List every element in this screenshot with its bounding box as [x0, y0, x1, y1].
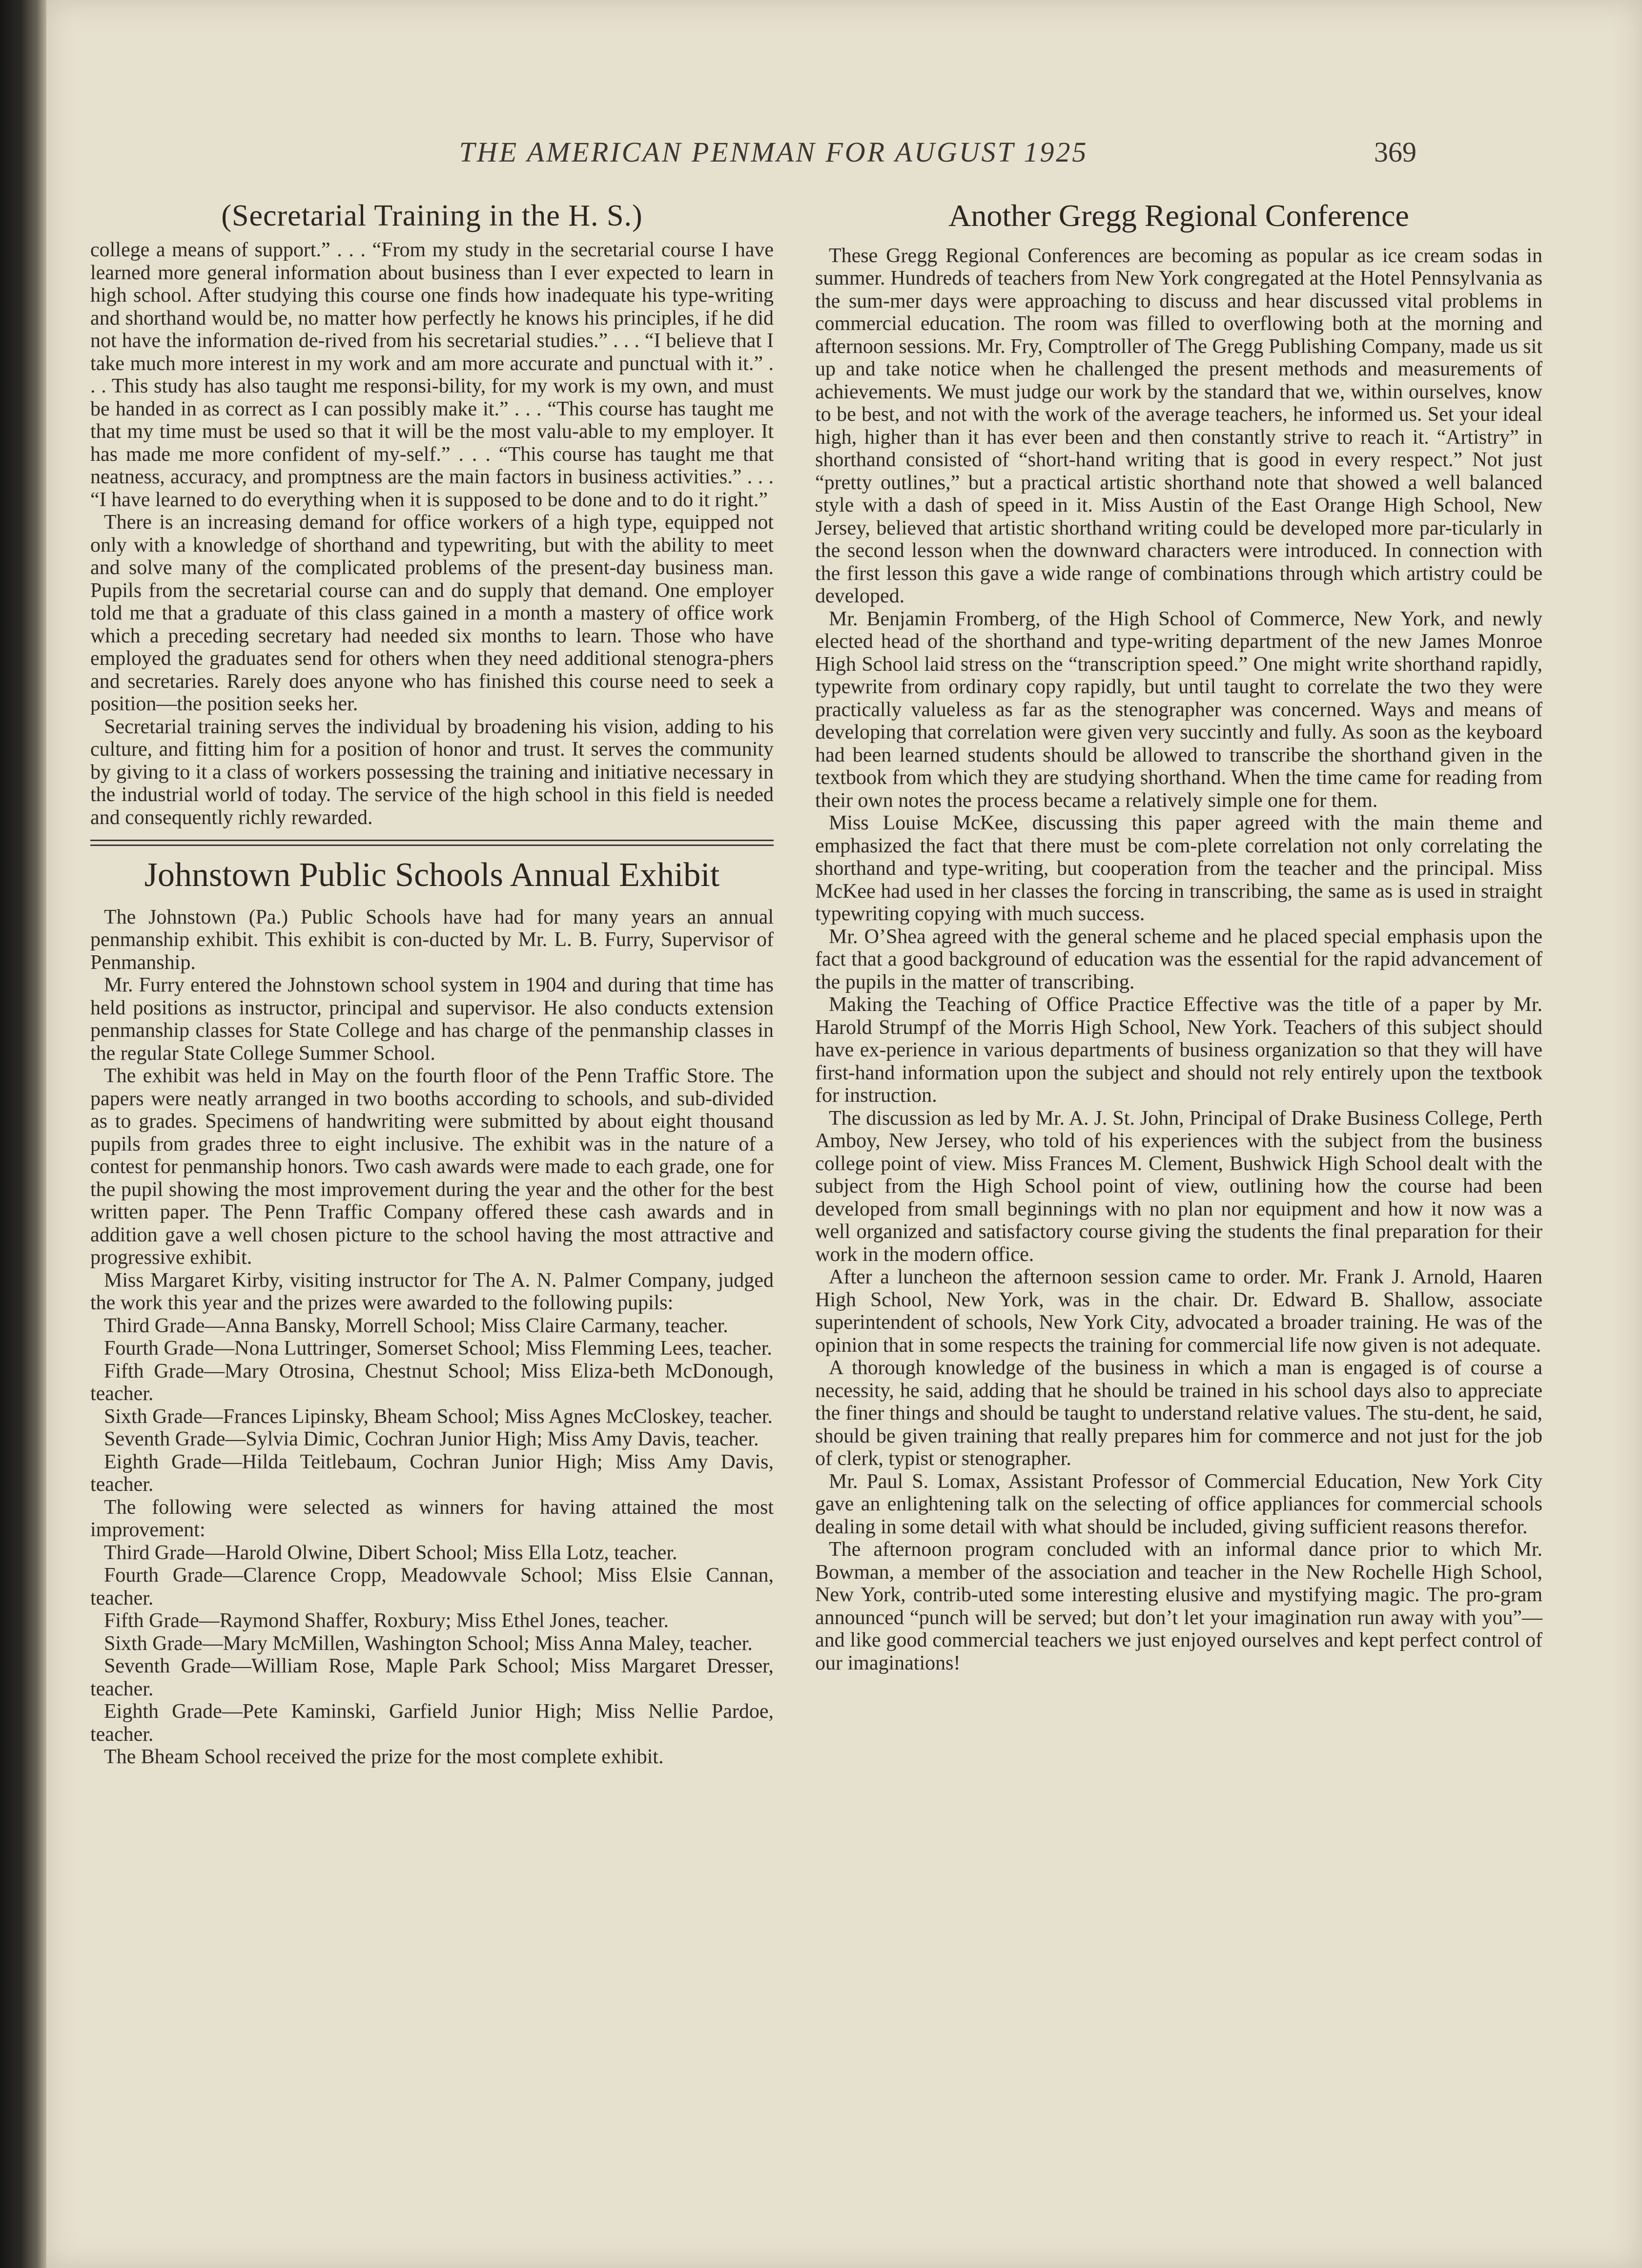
continued-section-title: (Secretarial Training in the H. S.) — [221, 199, 643, 232]
winner-entry: Eighth Grade—Hilda Teitlebaum, Cochran Junior High; Miss Amy Davis, teacher. — [90, 1450, 774, 1496]
double-rule-divider — [90, 840, 774, 846]
paragraph: college a means of support.” . . . “From my study in the secretarial course I have learned more general information about business than I ever expected to learn in high school. After studying this course one finds how inadequate his type-writing and shorthand would be, no matter how perfectly he knows his principles, if he did not have the information de-rived from his secretarial studies.” . . . “I believe that I take much more interest in my work and am more accurate and punctual with it.” . . . This study has also taught me responsi-bility, for my work is my own, and must be handed in as correct as I can possibly make it.” . . . “This course has taught me that my time must be used so that it will be the most valu-able to my employer. It has made me more confident of my-self.” . . . “This course has taught me that neatness, accuracy, and promptness are the main factors in business activities.” . . . “I have learned to do everything when it is supposed to be done and to do it right.” — [90, 239, 774, 511]
paragraph: The Bheam School received the prize for the most complete exhibit. — [104, 1746, 664, 1769]
winner-entry: Third Grade—Harold Olwine, Dibert School; Miss Ella Lotz, teacher. — [104, 1541, 677, 1564]
left-column — [90, 198, 774, 1769]
winner-entry: Fourth Grade—Clarence Cropp, Meadowvale School; Miss Elsie Cannan, teacher. — [90, 1564, 774, 1609]
winner-entry: Sixth Grade—Mary McMillen, Washington School; Miss Anna Maley, teacher. — [104, 1632, 753, 1655]
paragraph: Mr. Benjamin Fromberg, of the High School of Commerce, New York, and newly elected head of the shorthand and type-writing department of the new James Monroe High School laid stress on the “transcription speed.” One might write shorthand rapidly, typewrite from ordinary copy rapidly, but until taught to correlate the two they were practically valueless as far as the stenographer was concerned. Ways and means of developing that correlation were given very succintly and fully. As soon as the keyboard had been learned students should be allowed to transcribe the shorthand given in the textbook from which they are studying shorthand. When the time came for reading from their own notes the process became a relatively simple one for them. — [815, 607, 1542, 812]
paragraph: The Johnstown (Pa.) Public Schools have had for many years an annual penmanship exhibit. This exhibit is con-ducted by Mr. L. B. Furry, Supervisor of Penmanship. — [90, 906, 774, 974]
paragraph: These Gregg Regional Conferences are becoming as popular as ice cream sodas in summer. Hundreds of teachers from New York congregated at the Hotel Pennsylvania as the sum-mer days were approaching to discuss and hear discussed vital problems in commercial education. The room was filled to overflowing both at the morning and afternoon sessions. Mr. Fry, Comptroller of The Gregg Publishing Company, made us sit up and take notice when he challenged the present methods and measurements of achievements. We must judge our work by the standard that we, within ourselves, know to be best, and not with the work of the average teachers, he informed us. Set your ideal high, higher than it has ever been and then constantly strive to reach it. “Artistry” in shorthand consisted of “short-hand writing that is good in every respect.” Not just “pretty outlines,” but a practical artistic shorthand note that showed a well balanced style with a dash of speed in it. Miss Austin of the East Orange High School, New Jersey, believed that artistic shorthand writing could be developed more par-ticularly in the second lesson when the downward characters were introduced. In connection with the first lesson this gave a wide range of combinations through which artistry could be developed. — [815, 244, 1542, 608]
paragraph: Miss Margaret Kirby, visiting instructor for The A. N. Palmer Company, judged the work this year and the prizes were awarded to the following pupils: — [90, 1269, 774, 1315]
winner-entry: Sixth Grade—Frances Lipinsky, Bheam School; Miss Agnes McCloskey, teacher. — [104, 1405, 773, 1428]
article-title: Another Gregg Regional Conference — [948, 198, 1409, 233]
paragraph: After a luncheon the afternoon session came to order. Mr. Frank J. Arnold, Haaren High School, New York, was in the chair. Dr. Edward B. Shallow, associate superintendent of schools, New York City, advocated a broader training. He was of the opinion that in some respects the training for commercial life now given is not adequate. — [815, 1266, 1542, 1357]
winner-entry: Fifth Grade—Raymond Shaffer, Roxbury; Miss Ethel Jones, teacher. — [104, 1609, 669, 1632]
paragraph: Mr. Paul S. Lomax, Assistant Professor of Commercial Education, New York City gave an enlightening talk on the selecting of office appliances for commercial schools dealing in some detail with what should be included, giving sufficient reasons therefor. — [815, 1470, 1542, 1538]
paragraph: A thorough knowledge of the business in which a man is engaged is of course a necessity, he said, adding that he should be trained in his school days also to appreciate the finer things and should be taught to understand relative values. The stu-dent, he said, should be given training that really prepares him for commerce and not just for the job of clerk, typist or stenographer. — [815, 1357, 1542, 1470]
paragraph: There is an increasing demand for office workers of a high type, equipped not only with a knowledge of shorthand and typewriting, but with the ability to meet and solve many of the complicated problems of the present-day business man. Pupils from the secretarial course can and do supply that demand. One employer told me that a graduate of this class gained in a month a mastery of office work which a preceding secretary had needed six months to learn. Those who have employed the graduates send for others when they need additional stenogra-phers and secretaries. Rarely does anyone who has finished this course need to seek a position—the position seeks her. — [90, 511, 774, 716]
page-header — [46, 136, 1642, 175]
winner-entry: Seventh Grade—Sylvia Dimic, Cochran Junior High; Miss Amy Davis, teacher. — [104, 1428, 759, 1451]
paragraph: The discussion as led by Mr. A. J. St. John, Principal of Drake Business College, Perth Amboy, New Jersey, who told of his experiences with the subject from the business college point of view. Miss Frances M. Clement, Bushwick High School dealt with the subject from the High School point of view, outlining how the course had been developed from small beginnings with no plan nor equipment and how it now was a well organized and satisfactory course giving the students the final preparation for their work in the modern office. — [815, 1107, 1542, 1266]
book-gutter-shadow — [0, 0, 46, 2268]
running-title: THE AMERICAN PENMAN FOR AUGUST 1925 — [459, 136, 1088, 168]
paragraph: Making the Teaching of Office Practice Effective was the title of a paper by Mr. Harold Strumpf of the Morris High School, New York. Teachers of this subject should have ex-perience in various departments of business organization so that they will have first-hand information upon the subject and should not rely entirely upon the textbook for instruction. — [815, 993, 1542, 1107]
winner-entry: Third Grade—Anna Bansky, Morrell School; Miss Claire Carmany, teacher. — [104, 1314, 728, 1337]
paragraph: Mr. Furry entered the Johnstown school system in 1904 and during that time has held positions as instructor, principal and supervisor. He also conducts extension penmanship classes for State College and has charge of the penmanship classes in the regular State College Summer School. — [90, 974, 774, 1065]
right-column — [815, 198, 1542, 1674]
magazine-page — [46, 0, 1642, 2268]
winner-entry: Eighth Grade—Pete Kaminski, Garfield Junior High; Miss Nellie Pardoe, teacher. — [90, 1700, 774, 1746]
page-number: 369 — [1374, 136, 1416, 168]
winner-entry: Seventh Grade—William Rose, Maple Park School; Miss Margaret Dresser, teacher. — [90, 1655, 774, 1700]
paragraph: The afternoon program concluded with an informal dance prior to which Mr. Bowman, a member of the association and teacher in the New Rochelle High School, New York, contrib-uted some interesting elusive and mystifying magic. The pro-gram announced “punch will be served; but don’t let your imagination run away with you”—and like good commercial teachers we just enjoyed ourselves and kept perfect control of our imaginations! — [815, 1538, 1542, 1674]
paragraph: Mr. O’Shea agreed with the general scheme and he placed special emphasis upon the fact that a good background of education was the essential for the rapid advancement of the pupils in the matter of transcribing. — [815, 925, 1542, 993]
paragraph: The exhibit was held in May on the fourth floor of the Penn Traffic Store. The papers were neatly arranged in two booths according to schools, and sub-divided as to grades. Specimens of handwriting were submitted by about eight thousand pupils from grades three to eight inclusive. The exhibit was in the nature of a contest for penmanship honors. Two cash awards were made to each grade, one for the pupil showing the most improvement during the year and the other for the best written paper. The Penn Traffic Company offered these cash awards and in addition gave a well chosen picture to the school having the most attractive and progressive exhibit. — [90, 1065, 774, 1269]
winner-entry: Fifth Grade—Mary Otrosina, Chestnut School; Miss Eliza-beth McDonough, teacher. — [90, 1360, 774, 1405]
paragraph: Miss Louise McKee, discussing this paper agreed with the main theme and emphasized the fact that there must be com-plete correlation not only correlating the shorthand and type-writing, but cooperation from the teacher and the principal. Miss McKee had used in her classes the forcing in transcribing, the same as is used in straight typewriting copying with much success. — [815, 812, 1542, 926]
article-title: Johnstown Public Schools Annual Exhibit — [144, 856, 720, 894]
paragraph: Secretarial training serves the individual by broadening his vision, adding to his culture, and fitting him for a position of honor and trust. It serves the community by giving to it a class of workers possessing the training and initiative necessary in the industrial world of today. The service of the high school in this field is needed and consequently richly rewarded. — [90, 715, 774, 829]
winner-entry: Fourth Grade—Nona Luttringer, Somerset School; Miss Flemming Lees, teacher. — [104, 1337, 772, 1360]
paragraph: The following were selected as winners for having attained the most improvement: — [90, 1496, 774, 1542]
